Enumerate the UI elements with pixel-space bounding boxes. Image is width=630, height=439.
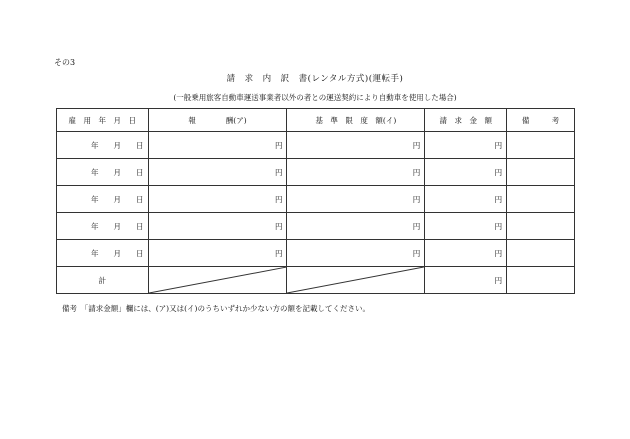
limit-total-struck-cell	[287, 267, 425, 294]
table-row	[57, 213, 575, 240]
fee-total-struck-cell	[148, 267, 287, 294]
table-header-row	[57, 109, 575, 132]
table-row	[57, 240, 575, 267]
table-row	[57, 159, 575, 186]
document-subtitle: (一般乗用旅客自動車運送事業者以外の者との運送契約により自動車を使用した場合)	[173, 93, 457, 102]
fee-cell[interactable]: 円	[148, 159, 287, 186]
amount-cell[interactable]: 円	[425, 213, 507, 240]
diagonal-strike	[287, 267, 424, 293]
header-remarks: 備 考	[507, 109, 575, 132]
fee-cell[interactable]: 円	[148, 240, 287, 267]
fee-cell[interactable]: 円	[148, 186, 287, 213]
header-claim-amount: 請 求 金 額	[425, 109, 507, 132]
fee-cell[interactable]: 円	[148, 213, 287, 240]
limit-cell[interactable]: 円	[287, 132, 425, 159]
amount-cell[interactable]: 円	[425, 186, 507, 213]
header-standard-limit: 基 準 限 度 額(イ)	[287, 109, 425, 132]
limit-cell[interactable]: 円	[287, 186, 425, 213]
remarks-cell[interactable]	[507, 132, 575, 159]
document-title: 請 求 内 訳 書(レンタル方式)(運転手)	[226, 74, 404, 84]
amount-cell[interactable]: 円	[425, 132, 507, 159]
diagonal-strike	[149, 267, 287, 293]
remarks-cell[interactable]	[507, 186, 575, 213]
total-remarks-cell[interactable]	[507, 267, 575, 294]
table-row	[57, 186, 575, 213]
limit-cell[interactable]: 円	[287, 213, 425, 240]
date-cell[interactable]: 年 月 日	[57, 240, 149, 267]
fee-cell[interactable]: 円	[148, 132, 287, 159]
date-cell[interactable]: 年 月 日	[57, 213, 149, 240]
amount-cell[interactable]: 円	[425, 240, 507, 267]
sheet-label: その3	[54, 58, 76, 67]
total-amount-cell[interactable]: 円	[425, 267, 507, 294]
limit-cell[interactable]: 円	[287, 240, 425, 267]
remarks-cell[interactable]	[507, 240, 575, 267]
footnote: 備考 「請求金額」欄には、(ア)又は(イ)のうちいずれか少ない方の額を記載してください。	[62, 304, 370, 313]
header-employment-date: 雇 用 年 月 日	[57, 109, 149, 132]
amount-cell[interactable]: 円	[425, 159, 507, 186]
date-cell[interactable]: 年 月 日	[57, 159, 149, 186]
invoice-breakdown-table	[56, 108, 575, 294]
remarks-cell[interactable]	[507, 159, 575, 186]
table-row	[57, 132, 575, 159]
remarks-cell[interactable]	[507, 213, 575, 240]
limit-cell[interactable]: 円	[287, 159, 425, 186]
date-cell[interactable]: 年 月 日	[57, 132, 149, 159]
date-cell[interactable]: 年 月 日	[57, 186, 149, 213]
header-fee: 報 酬(ア)	[148, 109, 287, 132]
total-row	[57, 267, 575, 294]
total-label: 計	[57, 267, 149, 294]
